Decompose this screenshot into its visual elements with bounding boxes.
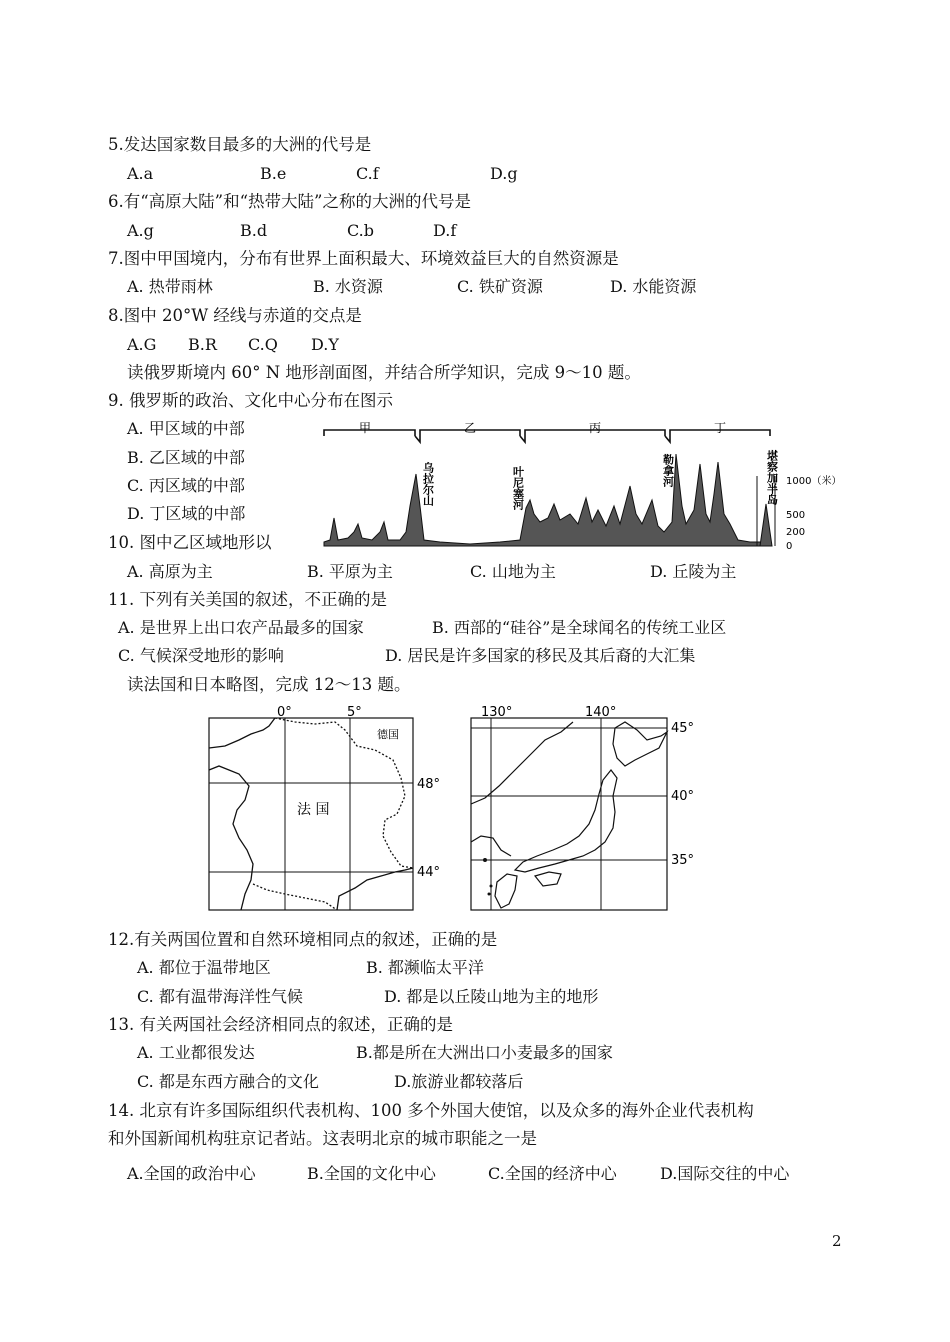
terrain-profile xyxy=(324,454,770,546)
region-yi-label: 乙 xyxy=(463,421,477,435)
japan-map xyxy=(465,700,710,915)
q6-option-a: A.g xyxy=(127,221,154,240)
q9-option-d: D. 丁区域的中部 xyxy=(127,504,246,523)
japan-lon-140-label: 140° xyxy=(585,705,617,720)
q12-option-a: A. 都位于温带地区 xyxy=(137,958,271,977)
q14-stem-line1: 14. 北京有许多国际组织代表机构、100 多个外国大使馆，以及众多的海外企业代表机构 xyxy=(108,1101,754,1120)
q12-option-b: B. 都濒临太平洋 xyxy=(366,958,484,977)
feature-ural-label: 乌拉尔山 xyxy=(421,462,435,506)
france-lon-0-label: 0° xyxy=(277,705,292,720)
q6-option-c: C.b xyxy=(347,221,374,240)
france-lon-5-label: 5° xyxy=(347,705,362,720)
q5-option-a: A.a xyxy=(127,164,154,183)
feature-lena-label: 勒拿河 xyxy=(661,454,675,487)
q6-option-b: B.d xyxy=(240,221,268,240)
q5-option-b: B.e xyxy=(260,164,287,183)
q8-option-b: B.R xyxy=(188,335,217,354)
scale-1000-label: 1000（米） xyxy=(786,476,842,487)
q12-option-d: D. 都是以丘陵山地为主的地形 xyxy=(384,987,599,1006)
q8-stem: 8.图中 20°W 经线与赤道的交点是 xyxy=(108,306,362,325)
q13-stem: 13. 有关两国社会经济相同点的叙述，正确的是 xyxy=(108,1015,453,1034)
q14-option-c: C.全国的经济中心 xyxy=(488,1164,617,1183)
q11-option-a: A. 是世界上出口农产品最多的国家 xyxy=(118,618,364,637)
q14-option-b: B.全国的文化中心 xyxy=(307,1164,436,1183)
q7-option-b: B. 水资源 xyxy=(313,277,383,296)
q13-option-a: A. 工业都很发达 xyxy=(137,1043,255,1062)
q7-option-a: A. 热带雨林 xyxy=(127,277,213,296)
q11-option-c: C. 气候深受地形的影响 xyxy=(118,646,284,665)
q9-option-c: C. 丙区域的中部 xyxy=(127,476,245,495)
q10-option-d: D. 丘陵为主 xyxy=(650,562,737,581)
q7-stem: 7.图中甲国境内，分布有世界上面积最大、环境效益巨大的自然资源是 xyxy=(108,249,619,268)
q7-option-d: D. 水能资源 xyxy=(610,277,697,296)
france-lat-44-label: 44° xyxy=(417,865,441,880)
q7-option-c: C. 铁矿资源 xyxy=(457,277,543,296)
q10-option-b: B. 平原为主 xyxy=(307,562,393,581)
q10-option-c: C. 山地为主 xyxy=(470,562,556,581)
q13-option-d: D.旅游业都较落后 xyxy=(394,1072,524,1091)
q14-option-a: A.全国的政治中心 xyxy=(127,1164,256,1183)
scale-500-label: 500 xyxy=(786,510,806,521)
germany-label: 德国 xyxy=(377,728,399,741)
q6-stem: 6.有“高原大陆”和“热带大陆”之称的大洲的代号是 xyxy=(108,192,471,211)
q8-option-d: D.Y xyxy=(311,335,339,354)
russia-60n-profile-figure xyxy=(320,414,850,554)
feature-kamchatka-label: 堪察加半岛 xyxy=(765,450,779,505)
japan-lat-45-label: 45° xyxy=(671,721,695,736)
france-map xyxy=(205,700,455,915)
q5-option-d: D.g xyxy=(490,164,518,183)
japan-lon-130-label: 130° xyxy=(481,705,513,720)
scale-0-label: 0 xyxy=(786,541,793,552)
region-ding-label: 丁 xyxy=(713,421,727,435)
q8-option-c: C.Q xyxy=(248,335,278,354)
q13-option-c: C. 都是东西方融合的文化 xyxy=(137,1072,319,1091)
feature-yenisei-label: 叶尼塞河 xyxy=(511,466,525,510)
q11-option-d: D. 居民是许多国家的移民及其后裔的大汇集 xyxy=(385,646,696,665)
q11-stem: 11. 下列有关美国的叙述，不正确的是 xyxy=(108,590,387,609)
region-bing-label: 丙 xyxy=(588,421,602,435)
q9-option-b: B. 乙区域的中部 xyxy=(127,448,245,467)
q11-option-b: B. 西部的“硅谷”是全球闻名的传统工业区 xyxy=(432,618,727,637)
france-country-label: 法 国 xyxy=(297,802,330,818)
region-jia-label: 甲 xyxy=(358,421,372,435)
page-number: 2 xyxy=(832,1232,842,1250)
q12-stem: 12.有关两国位置和自然环境相同点的叙述，正确的是 xyxy=(108,930,498,949)
france-lat-48-label: 48° xyxy=(417,777,441,792)
q5-stem: 5.发达国家数目最多的大洲的代号是 xyxy=(108,135,372,154)
q10-option-a: A. 高原为主 xyxy=(127,562,213,581)
intro-q9-10: 读俄罗斯境内 60° N 地形剖面图，并结合所学知识，完成 9～10 题。 xyxy=(127,363,641,382)
q12-option-c: C. 都有温带海洋性气候 xyxy=(137,987,303,1006)
q9-option-a: A. 甲区域的中部 xyxy=(127,419,245,438)
intro-q12-13: 读法国和日本略图，完成 12～13 题。 xyxy=(127,675,411,694)
q14-option-d: D.国际交往的中心 xyxy=(660,1164,790,1183)
q10-stem: 10. 图中乙区域地形以 xyxy=(108,533,272,552)
scale-200-label: 200 xyxy=(786,527,806,538)
q9-stem: 9. 俄罗斯的政治、文化中心分布在图示 xyxy=(108,391,393,410)
japan-lat-35-label: 35° xyxy=(671,853,695,868)
q13-option-b: B.都是所在大洲出口小麦最多的国家 xyxy=(356,1043,613,1062)
japan-lat-40-label: 40° xyxy=(671,789,695,804)
q5-option-c: C.f xyxy=(356,164,379,183)
q6-option-d: D.f xyxy=(433,221,457,240)
q14-stem-line2: 和外国新闻机构驻京记者站。这表明北京的城市职能之一是 xyxy=(108,1129,537,1148)
q8-option-a: A.G xyxy=(127,335,157,354)
